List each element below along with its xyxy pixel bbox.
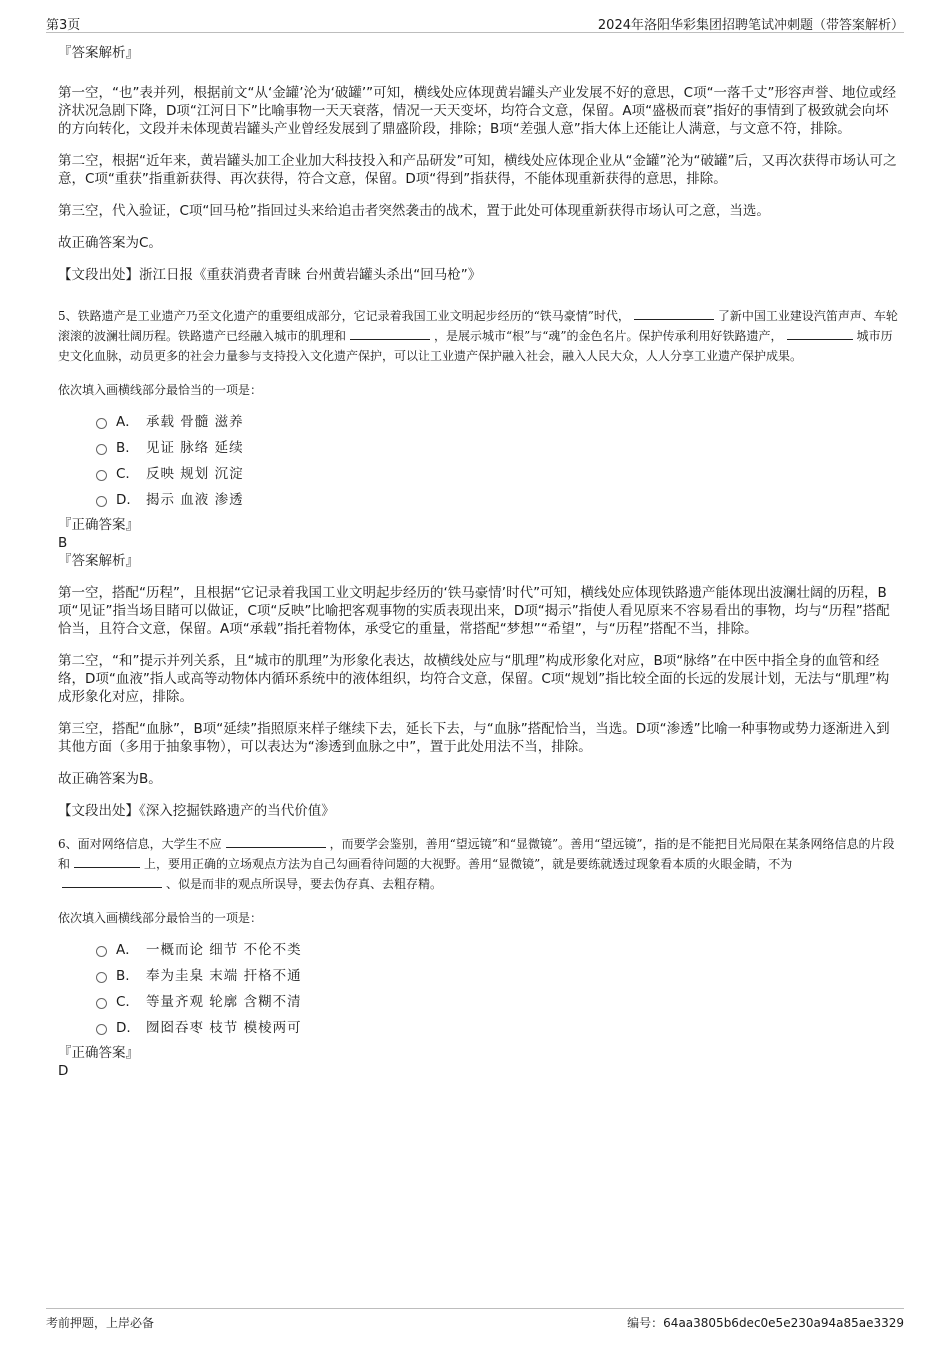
q5-option-a[interactable]: A． 承载 骨髓 滋养 (96, 412, 900, 438)
q5-explain-para-3: 第三空，搭配“血脉”，B项“延续”指照原来样子继续下去，延长下去，与“血脉”搭配恰当，当选。D项“渗透”比喻一种事物或势力逐渐进入到其他方面（多用于抽象事物），可以表达为“渗透到血脉之中”，置于此处用法不当，排除。 (58, 721, 890, 755)
q6-option-c[interactable]: C. 等量齐观 轮廓 含糊不清 (96, 992, 900, 1018)
q6-stem: 6、面对网络信息，大学生不应 ，而要学会鉴别，善用“望远镜”和“显微镜”。善用“望远镜”，指的是不能把目光局限在某条网络信息的片段和 上，要用正确的立场观点方法为自己勾画看待问题的大视野。善用“显微镜”，就是要练就透过现象看本质的火眼金睛，不为、似是而非的观点所误导，要去伪存真、去粗存精。 (58, 837, 895, 891)
q5-explain-para-1: 第一空，搭配“历程”，且根据“它记录着我国工业文明起步经历的‘铁马豪情’时代”可知，横线处应体现铁路遗产能体现出波澜壮阔的历程，B项“见证”指当场目睹可以做证，C项“反映”比喻把客观事物的实质表现出来，D项“揭示”指使人看见原来不容易看出的事物，均与“历程”搭配恰当，且符合文意，保留。A项“承载”指托着物体，承受它的重量，常搭配“梦想”“希望”，与“历程”搭配不当，排除。 (58, 585, 890, 637)
radio-circle-icon[interactable] (96, 946, 107, 957)
radio-circle-icon[interactable] (96, 418, 107, 429)
page-number: 第3页 (46, 18, 81, 33)
q5-blank-3 (787, 327, 853, 340)
q5-option-d[interactable]: D. 揭示 血液 渗透 (96, 490, 900, 516)
q5-blank-2 (350, 327, 430, 340)
q5-blank-1 (634, 307, 714, 320)
q6-blank-1 (226, 835, 326, 848)
page-footer (46, 1308, 904, 1330)
q6-options (96, 940, 900, 1044)
radio-circle-icon[interactable] (96, 444, 107, 455)
q5-options (96, 412, 900, 516)
q6-option-a[interactable]: A． 一概而论 细节 不伦不类 (96, 940, 900, 966)
q4-explain-label: 『答案解析』 (58, 45, 139, 61)
q6-option-d[interactable]: D. 囫囵吞枣 枝节 模棱两可 (96, 1018, 900, 1044)
footer-slogan: 考前押题，上岸必备 (46, 1316, 155, 1330)
q4-explain-para-3: 第三空，代入验证，C项“回马枪”指回过头来给追击者突然袭击的战术，置于此处可体现重新获得市场认可之意，当选。 (58, 203, 770, 219)
radio-circle-icon[interactable] (96, 998, 107, 1009)
q6-blank-3 (62, 875, 162, 888)
q6-option-b[interactable]: B. 奉为圭臬 末端 扞格不通 (96, 966, 900, 992)
radio-circle-icon[interactable] (96, 972, 107, 983)
q5-answer: B (58, 535, 68, 551)
q5-source: 【文段出处】《深入挖掘铁路遗产的当代价值》 (58, 803, 335, 819)
q6-prompt: 依次填入画横线部分最恰当的一项是： (58, 911, 263, 925)
document-title: 2024年洛阳华彩集团招聘笔试冲刺题（带答案解析） (597, 18, 904, 33)
q5-conclusion: 故正确答案为B。 (58, 771, 162, 787)
radio-circle-icon[interactable] (96, 496, 107, 507)
q6-answer: D (58, 1063, 69, 1079)
q5-explain-para-2: 第二空，“和”提示并列关系，且“城市的肌理”为形象化表达，故横线处应与“肌理”构成形象化对应，B项“脉络”在中医中指全身的血管和经络，D项“血液”指人或高等动物体内循环系统中的液体组织，均符合文意，保留。C项“规划”指比较全面的长远的发展计划，无法与“肌理”构成形象化对应，排除。 (58, 653, 890, 705)
q5-prompt: 依次填入画横线部分最恰当的一项是： (58, 383, 263, 397)
q5-option-b[interactable]: B. 见证 脉络 延续 (96, 438, 900, 464)
radio-circle-icon[interactable] (96, 470, 107, 481)
footer-serial-number: 编号：64aa3805b6dec0e5e230a94a85ae3329 (627, 1316, 904, 1330)
q5-explain-label: 『答案解析』 (58, 553, 139, 569)
page-header (46, 10, 904, 33)
main-content (58, 44, 900, 1080)
q6-blank-2 (74, 855, 140, 868)
q5-option-c[interactable]: C. 反映 规划 沉淀 (96, 464, 900, 490)
q4-conclusion: 故正确答案为C。 (58, 235, 162, 251)
q4-explain-para-1: 第一空，“也”表并列，根据前文“从‘金罐’沦为‘破罐’”可知，横线处应体现黄岩罐头产业发展不好的意思，C项“一落千丈”形容声誉、地位或经济状况急剧下降，D项“江河日下”比喻事物一天天衰落，情况一天天变坏，均符合文意，保留。A项“盛极而衰”指好的事情到了极致就会向坏的方向转化，文段并未体现黄岩罐头产业曾经发展到了鼎盛阶段，排除；B项“差强人意”指大体上还能让人满意，与文意不符，排除。 (58, 85, 897, 137)
q4-explain-para-2: 第二空，根据“近年来，黄岩罐头加工企业加大科技投入和产品研发”可知，横线处应体现企业从“金罐”沦为“破罐”后，又再次获得市场认可之意，C项“重获”指重新获得、再次获得，符合文意，保留。D项“得到”指获得，不能体现重新获得的意思，排除。 (58, 153, 897, 187)
q5-stem: 5、铁路遗产是工业遗产乃至文化遗产的重要组成部分，它记录着我国工业文明起步经历的“铁马豪情”时代， 了新中国工业建设汽笛声声、车轮滚滚的波澜壮阔历程。铁路遗产已经融入城市的肌理和 ，是展示城市“根”与“魂”的金色名片。保护传承利用好铁路遗产， 城市历史文化血脉，动员更多的社会力量参与支持投入文化遗产保护，可以让工业遗产保护融入社会，融入人民大众，人人分享工业遗产保护成果。 (58, 309, 898, 363)
q4-source: 【文段出处】浙江日报《重获消费者青睐 台州黄岩罐头杀出“回马枪”》 (58, 267, 482, 283)
q6-answer-label: 『正确答案』 (58, 1045, 139, 1061)
q5-answer-label: 『正确答案』 (58, 517, 139, 533)
radio-circle-icon[interactable] (96, 1024, 107, 1035)
